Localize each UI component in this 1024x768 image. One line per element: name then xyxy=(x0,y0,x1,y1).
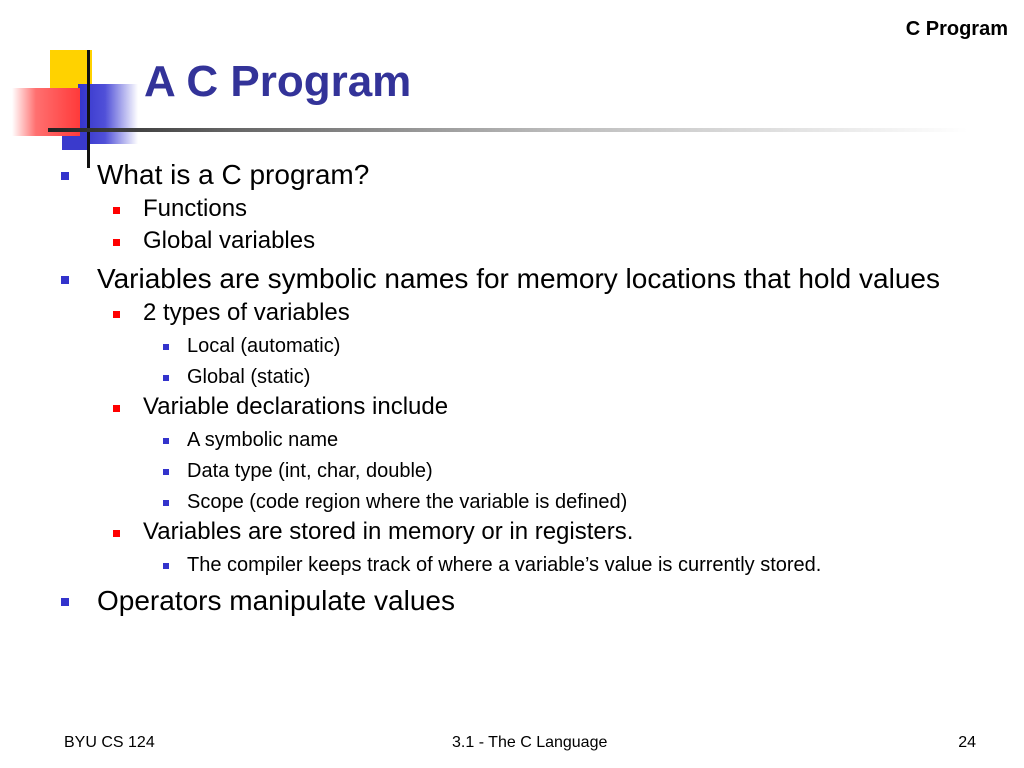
footer-page-number: 24 xyxy=(958,734,976,751)
sub-bullet-text: Global variables xyxy=(143,227,316,254)
bullet-item xyxy=(58,584,958,617)
sub-sub-bullet-list xyxy=(143,334,958,389)
decor-vertical-line xyxy=(87,50,90,168)
sub-sub-bullet-item xyxy=(143,459,958,483)
sub-sub-bullet-item xyxy=(143,553,958,577)
sub-bullet-item xyxy=(97,195,958,223)
square-bullet-icon xyxy=(113,311,120,318)
square-bullet-icon xyxy=(163,500,169,506)
sub-bullet-item xyxy=(97,393,958,514)
slide-content xyxy=(58,158,958,617)
footer-course: BYU CS 124 xyxy=(64,734,155,751)
square-bullet-icon xyxy=(113,405,120,412)
sub-sub-bullet-item xyxy=(143,334,958,358)
square-bullet-icon xyxy=(61,172,69,180)
bullet-item xyxy=(58,262,958,577)
sub-sub-bullet-item xyxy=(143,490,958,514)
slide-title: A C Program xyxy=(144,57,412,106)
square-bullet-icon xyxy=(113,239,120,246)
sub-sub-bullet-list xyxy=(143,553,958,577)
square-bullet-icon xyxy=(163,344,169,350)
square-bullet-icon xyxy=(163,438,169,444)
sub-sub-bullet-text: Local (automatic) xyxy=(187,335,341,357)
square-bullet-icon xyxy=(163,469,169,475)
sub-sub-bullet-text: Global (static) xyxy=(187,366,311,388)
sub-bullet-text: 2 types of variables xyxy=(143,299,350,326)
section-label: C Program xyxy=(905,18,1008,40)
sub-bullet-text: Variable declarations include xyxy=(143,393,449,420)
square-bullet-icon xyxy=(163,375,169,381)
square-bullet-icon xyxy=(163,563,169,569)
square-bullet-icon xyxy=(61,598,69,606)
sub-bullet-text: Functions xyxy=(143,195,248,222)
title-underline-rule xyxy=(48,128,968,132)
sub-sub-bullet-text: Data type (int, char, double) xyxy=(187,460,433,482)
bullet-list xyxy=(58,158,958,617)
sub-sub-bullet-text: Scope (code region where the variable is defined) xyxy=(187,491,628,513)
bullet-item xyxy=(58,158,958,255)
sub-sub-bullet-item xyxy=(143,428,958,452)
sub-sub-bullet-text: A symbolic name xyxy=(187,429,339,451)
sub-sub-bullet-list xyxy=(143,428,958,514)
square-bullet-icon xyxy=(113,530,120,537)
sub-bullet-list xyxy=(97,195,958,255)
sub-bullet-text: Variables are stored in memory or in registers. xyxy=(143,518,634,545)
square-bullet-icon xyxy=(113,207,120,214)
sub-bullet-item xyxy=(97,299,958,389)
bullet-text: Operators manipulate values xyxy=(97,585,455,616)
bullet-text: What is a C program? xyxy=(97,159,370,190)
square-bullet-icon xyxy=(61,276,69,284)
sub-bullet-list xyxy=(97,299,958,577)
sub-sub-bullet-text: The compiler keeps track of where a variable’s value is currently stored. xyxy=(187,554,822,576)
bullet-text: Variables are symbolic names for memory locations that hold values xyxy=(97,263,940,294)
sub-sub-bullet-item xyxy=(143,365,958,389)
sub-bullet-item xyxy=(97,227,958,255)
sub-bullet-item xyxy=(97,518,958,577)
footer-section-title: 3.1 - The C Language xyxy=(452,734,608,751)
